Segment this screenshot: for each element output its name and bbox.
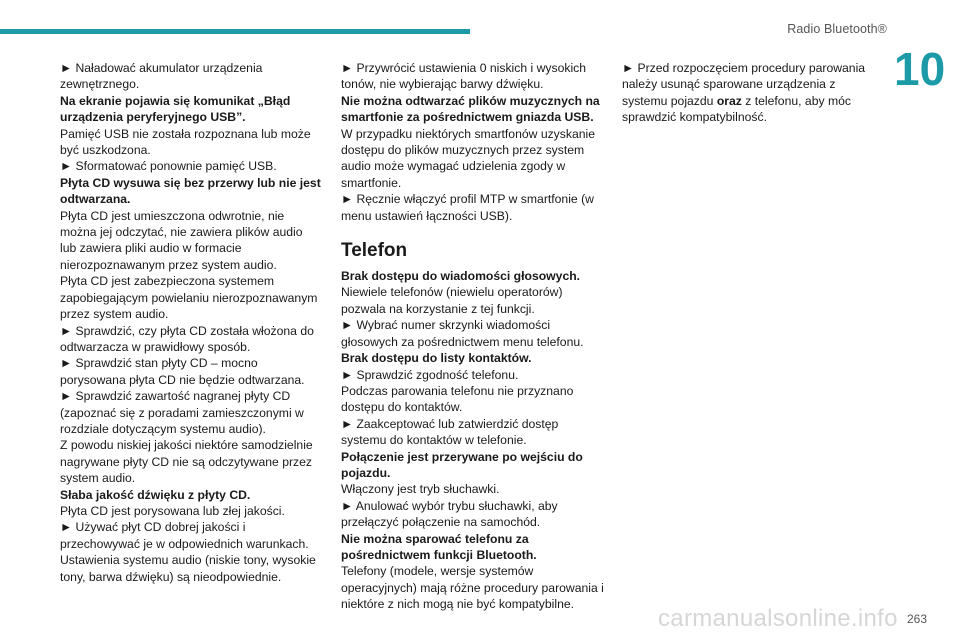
paragraph: [622, 60, 882, 126]
problem-heading: Nie można sparować telefonu za pośrednictwem funkcji Bluetooth.: [341, 531, 537, 562]
paragraph: Niewiele telefonów (niewielu operatorów) pozwala na korzystanie z tej funkcji.: [341, 285, 563, 316]
paragraph: ► Przywrócić ustawienia 0 niskich i wysokich tonów, nie wybierając barwy dźwięku.: [341, 61, 587, 92]
problem-heading: Słaba jakość dźwięku z płyty CD.: [60, 487, 251, 502]
paragraph: ► Zaakceptować lub zatwierdzić dostęp systemu do kontaktów w telefonie.: [341, 416, 559, 448]
paragraph: Włączony jest tryb słuchawki.: [341, 482, 500, 497]
paragraph: ► Anulować wybór trybu słuchawki, aby przełączyć połączenie na samochód.: [341, 498, 558, 530]
paragraph: ► Używać płyt CD dobrej jakości i przechowywać je w odpowiednich warunkach.: [60, 520, 309, 551]
page-number: 263: [906, 612, 927, 626]
paragraph: Podczas parowania telefonu nie przyznano dostępu do kontaktów.: [341, 383, 574, 415]
paragraph: ► Sformatować ponownie pamięć USB.: [60, 159, 277, 174]
problem-heading: Brak dostępu do wiadomości głosowych.: [341, 269, 581, 284]
paragraph: ► Sprawdzić zawartość nagranej płyty CD (zapoznać się z poradami zamieszczonymi w rozdziale dotyczącym systemu audio).: [60, 389, 304, 436]
paragraph-text: ► Przed rozpoczęciem procedury parowania należy usunąć sparowane urządzenia z systemu pojazdu: [622, 61, 866, 108]
section-title: Radio Bluetooth®: [787, 22, 887, 36]
column-2: [341, 60, 605, 613]
section-heading-telefon: Telefon: [341, 240, 408, 262]
paragraph: ► Sprawdzić, czy płyta CD została włożona do odtwarzacza w prawidłowy sposób.: [60, 323, 314, 354]
chapter-number: 10: [894, 43, 946, 95]
header-accent-bar: [0, 29, 470, 34]
column-1: [60, 60, 322, 585]
paragraph: Ustawienia systemu audio (niskie tony, wysokie tony, barwa dźwięku) są nieodpowiednie.: [60, 553, 316, 584]
paragraph: W przypadku niektórych smartfonów uzyskanie dostępu do plików muzycznych przez system audio może wymagać udzielenia zgody w smartfonie.: [341, 126, 596, 190]
paragraph: Płyta CD jest umieszczona odwrotnie, nie można jej odczytać, nie zawiera plików audio lub zawiera pliki audio w formacie nierozpoznawanym przez system audio.: [60, 208, 303, 272]
paragraph: Pamięć USB nie została rozpoznana lub może być uszkodzona.: [60, 126, 311, 158]
paragraph: ► Ręcznie włączyć profil MTP w smartfonie (w menu ustawień łączności USB).: [341, 192, 594, 223]
paragraph: Płyta CD jest porysowana lub złej jakości.: [60, 503, 285, 518]
paragraph: Telefony (modele, wersje systemów operacyjnych) mają różne procedury parowania i niektóre z nich mogą nie być kompatybilne.: [341, 564, 604, 612]
watermark: carmanualsonline.info: [658, 605, 898, 632]
paragraph: ► Sprawdzić zgodność telefonu.: [341, 367, 519, 382]
problem-heading: Płyta CD wysuwa się bez przerwy lub nie jest odtwarzana.: [60, 175, 321, 207]
paragraph: ► Sprawdzić stan płyty CD – mocno porysowana płyta CD nie będzie odtwarzana.: [60, 356, 305, 387]
problem-heading: Nie można odtwarzać plików muzycznych na smartfonie za pośrednictwem gniazda USB.: [341, 93, 600, 125]
problem-heading: Brak dostępu do listy kontaktów.: [341, 351, 532, 366]
paragraph: ► Naładować akumulator urządzenia zewnętrznego.: [60, 61, 263, 92]
paragraph: ► Wybrać numer skrzynki wiadomości głosowych za pośrednictwem menu telefonu.: [341, 318, 584, 349]
problem-heading: Na ekranie pojawia się komunikat „Błąd urządzenia peryferyjnego USB”.: [60, 93, 291, 125]
emphasis-text: oraz: [716, 93, 742, 108]
paragraph: Z powodu niskiej jakości niektóre samodzielnie nagrywane płyty CD nie są odczytywane przez system audio.: [60, 438, 313, 486]
column-3: [622, 60, 882, 126]
paragraph: Płyta CD jest zabezpieczona systemem zapobiegającym powielaniu nierozpoznawanym przez system audio.: [60, 274, 318, 322]
paragraph-text: z telefonu, aby móc sprawdzić kompatybilność.: [622, 93, 851, 125]
problem-heading: Połączenie jest przerywane po wejściu do pojazdu.: [341, 449, 583, 480]
